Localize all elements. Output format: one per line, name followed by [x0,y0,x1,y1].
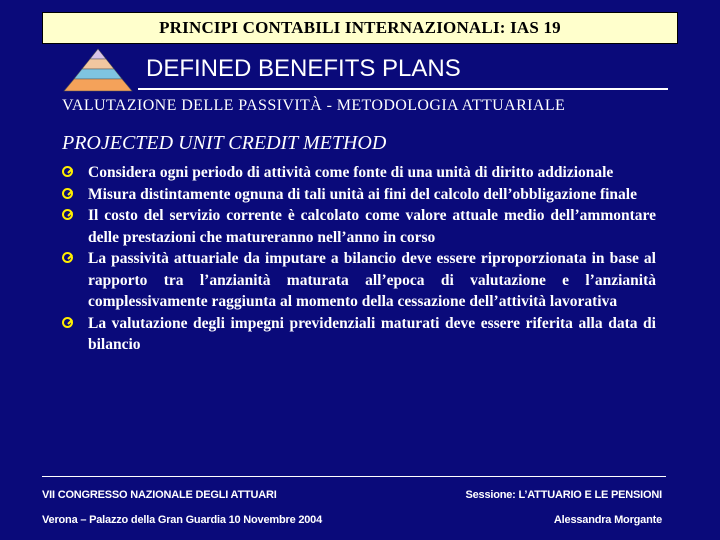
list-item-text: La valutazione degli impegni previdenziali maturati deve essere riferita alla data di bilancio [88,314,656,353]
footer-session: Sessione: L’ATTUARIO E LE PENSIONI [465,489,662,501]
bullet-icon [62,252,73,263]
slide-banner [42,12,678,44]
footer-venue-date: Verona – Palazzo della Gran Guardia 10 Novembre 2004 [42,514,323,526]
bullet-list [62,162,656,356]
bullet-icon [62,209,73,220]
bullet-icon [62,166,73,177]
list-item-text: Considera ogni periodo di attività come fonte di una unità di diritto addizionale [88,164,614,181]
list-item [62,205,656,248]
list-item [62,162,656,184]
footer-congress: VII CONGRESSO NAZIONALE DEGLI ATTUARI [42,489,277,501]
footer-author: Alessandra Morgante [553,514,662,526]
list-item-text: La passività attuariale da imputare a bilancio deve essere riproporzionata in base al rapporto tra l’anzianità maturata all’epoca di valutazione e l’anzianità complessivamente raggiunta al momento della cessazione dell’attività lavorativa [88,250,656,310]
pyramid-icon [58,47,138,93]
bullet-icon [62,317,73,328]
method-heading: PROJECTED UNIT CREDIT METHOD [62,132,387,154]
list-item [62,313,656,356]
footer-divider [42,476,666,477]
list-item [62,248,656,313]
page-title: DEFINED BENEFITS PLANS [146,55,461,82]
list-item-text: Il costo del servizio corrente è calcolato come valore attuale medio dell’ammontare delle prestazioni che matureranno nell’anno in corso [88,207,656,246]
title-divider [138,88,668,90]
list-item [62,184,656,206]
list-item-text: Misura distintamente ognuna di tali unità ai fini del calcolo dell’obbligazione finale [88,185,637,203]
bullet-icon [62,188,73,199]
section-subtitle: VALUTAZIONE DELLE PASSIVITÀ - METODOLOGIA ATTUARIALE [62,97,566,114]
banner-text: PRINCIPI CONTABILI INTERNAZIONALI: IAS 19 [159,18,561,37]
